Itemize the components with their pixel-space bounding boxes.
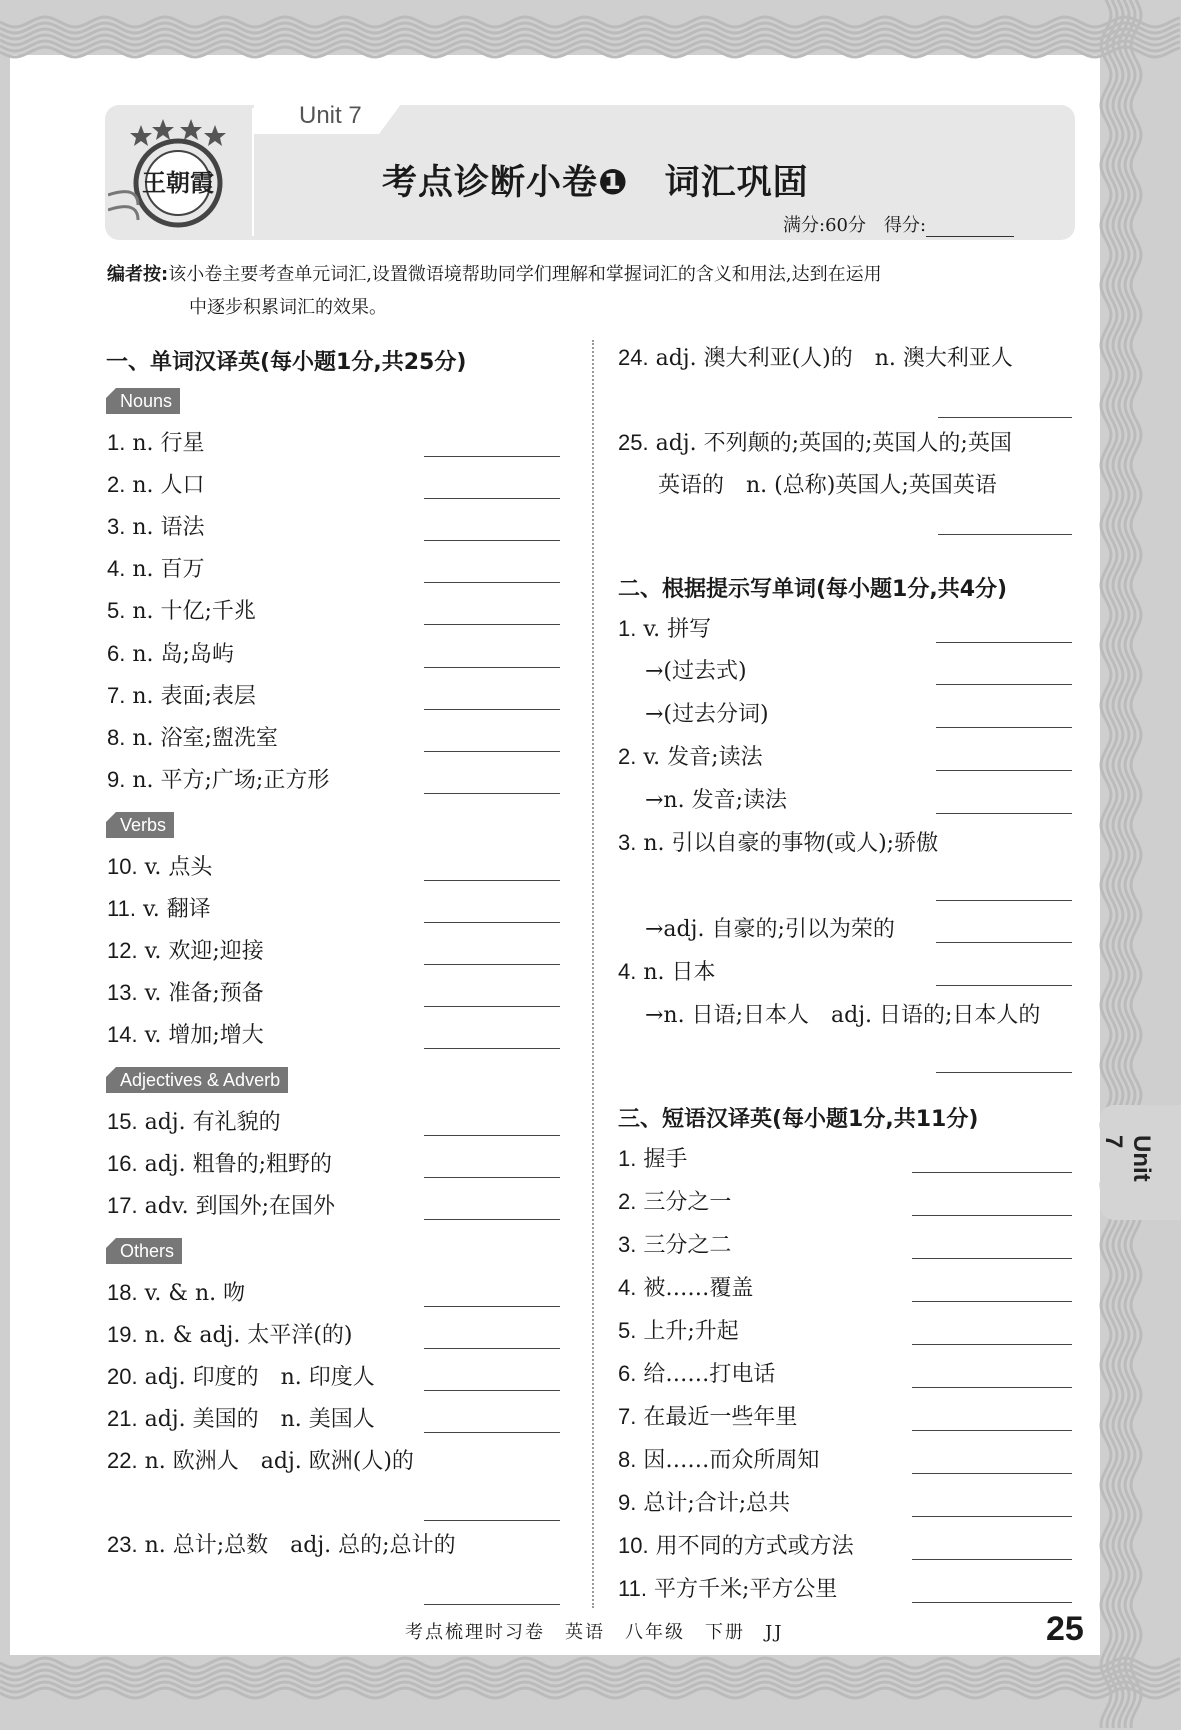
- item-number: 18.: [107, 1280, 138, 1305]
- answer-blank[interactable]: [424, 964, 560, 965]
- vocab-item: [107, 1189, 335, 1220]
- item-text: n. 人口: [132, 473, 205, 498]
- vocab-item: [107, 1360, 375, 1391]
- score-label: 满分:60分 得分:: [783, 215, 927, 236]
- category-nouns: Nouns: [106, 388, 180, 414]
- item-text: n. 日本: [643, 960, 716, 985]
- answer-blank[interactable]: [424, 709, 560, 710]
- item-text: 三分之二: [643, 1233, 732, 1258]
- vocab-item: [658, 468, 997, 499]
- answer-blank[interactable]: [912, 1344, 1072, 1345]
- answer-blank[interactable]: [424, 751, 560, 752]
- hint-item: [618, 612, 711, 643]
- item-text: n. 百万: [132, 557, 205, 582]
- item-text: →adj. 自豪的;引以为荣的: [645, 917, 895, 942]
- item-text: v. & n. 吻: [144, 1281, 246, 1306]
- vocab-item: [107, 721, 278, 752]
- hint-item: [618, 826, 938, 857]
- wave-line: [0, 1658, 1180, 1668]
- vocab-item: [107, 1444, 414, 1475]
- phrase-item: [618, 1314, 739, 1345]
- item-text: n. 欧洲人 adj. 欧洲(人)的: [144, 1449, 414, 1474]
- logo-text: 王朝霞: [142, 168, 214, 197]
- item-text: →(过去式): [645, 659, 747, 684]
- item-number: 4.: [618, 959, 637, 984]
- item-number: 8.: [618, 1447, 637, 1472]
- item-number: 15.: [107, 1109, 138, 1134]
- wave-line: [1125, 0, 1135, 1728]
- item-text: n. 浴室;盥洗室: [132, 726, 278, 751]
- answer-blank[interactable]: [424, 540, 560, 541]
- answer-blank[interactable]: [424, 1048, 560, 1049]
- item-text: 上升;升起: [643, 1319, 739, 1344]
- item-text: v. 点头: [144, 855, 213, 880]
- item-number: 6.: [618, 1361, 637, 1386]
- answer-blank[interactable]: [424, 1306, 560, 1307]
- side-unit-tab: [1100, 1105, 1181, 1220]
- item-number: 2.: [618, 744, 637, 769]
- answer-blank[interactable]: [424, 880, 560, 881]
- item-number: 20.: [107, 1364, 138, 1389]
- score-line: [783, 211, 1014, 237]
- item-number: 4.: [618, 1275, 637, 1300]
- vocab-item: [107, 1402, 375, 1433]
- vocab-item: [107, 976, 264, 1007]
- hint-item: [618, 955, 716, 986]
- answer-blank[interactable]: [424, 1006, 560, 1007]
- section1-title: 一、单词汉译英(每小题1分,共25分): [106, 350, 467, 375]
- hint-item: [645, 998, 1040, 1029]
- answer-blank[interactable]: [936, 642, 1072, 643]
- answer-blank[interactable]: [912, 1215, 1072, 1216]
- wave-line: [1119, 0, 1129, 1728]
- vocab-item: [107, 594, 256, 625]
- item-text: n. 表面;表层: [132, 684, 256, 709]
- phrase-item: [618, 1572, 837, 1603]
- vocab-item: [107, 1105, 281, 1136]
- item-number: 16.: [107, 1151, 138, 1176]
- editor-note: [107, 258, 1077, 324]
- note-line2: 中逐步积累词汇的效果。: [189, 297, 387, 318]
- answer-blank[interactable]: [912, 1172, 1072, 1173]
- item-text: n. 岛;岛屿: [132, 642, 234, 667]
- answer-blank[interactable]: [424, 1177, 560, 1178]
- item-number: 19.: [107, 1322, 138, 1347]
- vocab-item: [107, 892, 211, 923]
- item-text: 给……打电话: [643, 1362, 776, 1387]
- item-number: 9.: [107, 767, 126, 792]
- wave-line: [0, 1670, 1180, 1680]
- vocab-item: [107, 1528, 456, 1559]
- answer-blank[interactable]: [424, 456, 560, 457]
- vocab-item: [107, 850, 212, 881]
- wave-line: [0, 23, 1180, 33]
- answer-blank[interactable]: [424, 1432, 560, 1433]
- note-label: 编者按:: [107, 264, 169, 285]
- answer-blank[interactable]: [424, 793, 560, 794]
- vocab-item: [107, 468, 205, 499]
- answer-blank[interactable]: [912, 1430, 1072, 1431]
- answer-blank[interactable]: [424, 1135, 560, 1136]
- answer-blank[interactable]: [936, 942, 1072, 943]
- answer-blank[interactable]: [424, 922, 560, 923]
- answer-blank[interactable]: [424, 1520, 560, 1521]
- item-text: v. 发音;读法: [643, 745, 763, 770]
- answer-blank[interactable]: [936, 727, 1072, 728]
- item-number: 1.: [107, 430, 126, 455]
- item-text: 被……覆盖: [643, 1276, 754, 1301]
- item-text: n. 十亿;千兆: [132, 599, 256, 624]
- item-number: 1.: [618, 616, 637, 641]
- item-text: v. 准备;预备: [144, 981, 264, 1006]
- item-text: n. 行星: [132, 431, 205, 456]
- answer-blank[interactable]: [912, 1602, 1072, 1603]
- item-number: 7.: [618, 1404, 637, 1429]
- item-number: 1.: [618, 1146, 637, 1171]
- item-text: n. 总计;总数 adj. 总的;总计的: [144, 1533, 456, 1558]
- item-number: 14.: [107, 1022, 138, 1047]
- item-number: 9.: [618, 1490, 637, 1515]
- item-number: 22.: [107, 1448, 138, 1473]
- answer-blank[interactable]: [424, 1219, 560, 1220]
- item-text: 总计;合计;总共: [643, 1491, 791, 1516]
- answer-blank[interactable]: [424, 1390, 560, 1391]
- hint-item: [645, 783, 787, 814]
- vocab-item: [618, 341, 1013, 372]
- item-text: v. 翻译: [142, 897, 211, 922]
- note-line1: 该小卷主要考查单元词汇,设置微语境帮助同学们理解和掌握词汇的含义和用法,达到在运用: [168, 264, 882, 285]
- item-number: 21.: [107, 1406, 138, 1431]
- item-number: 17.: [107, 1193, 138, 1218]
- item-text: →(过去分词): [645, 702, 769, 727]
- answer-blank[interactable]: [424, 624, 560, 625]
- answer-blank[interactable]: [424, 667, 560, 668]
- phrase-item: [618, 1185, 731, 1216]
- answer-blank[interactable]: [424, 1604, 560, 1605]
- wave-line: [0, 1688, 1180, 1698]
- item-text: →n. 发音;读法: [645, 788, 788, 813]
- answer-blank[interactable]: [912, 1258, 1072, 1259]
- page-title: 考点诊断小卷❶ 词汇巩固: [382, 163, 809, 203]
- vocab-item: [107, 510, 205, 541]
- item-number: 23.: [107, 1532, 138, 1557]
- hint-item: [645, 654, 747, 685]
- vocab-item: [107, 934, 264, 965]
- phrase-item: [618, 1529, 854, 1560]
- wave-line: [0, 17, 1180, 27]
- item-number: 8.: [107, 725, 126, 750]
- item-number: 3.: [107, 514, 126, 539]
- vocab-item: [107, 763, 329, 794]
- item-text: 英语的 n. (总称)英国人;英国英语: [658, 473, 997, 498]
- item-number: 25.: [618, 430, 649, 455]
- item-number: 5.: [618, 1318, 637, 1343]
- vocab-item: [107, 637, 234, 668]
- item-text: v. 增加;增大: [144, 1023, 264, 1048]
- vocab-item: [107, 1318, 353, 1349]
- answer-blank[interactable]: [936, 684, 1072, 685]
- answer-blank[interactable]: [938, 417, 1072, 418]
- side-tab-label: Unit 7: [1100, 1135, 1155, 1182]
- phrase-item: [618, 1228, 731, 1259]
- phrase-item: [618, 1142, 687, 1173]
- item-text: n. 语法: [132, 515, 205, 540]
- footer-text: 考点梳理时习卷 英语 八年级 下册 JJ: [405, 1622, 784, 1643]
- column-divider: [592, 340, 594, 1608]
- item-text: 三分之一: [643, 1190, 732, 1215]
- item-number: 3.: [618, 830, 637, 855]
- item-number: 3.: [618, 1232, 637, 1257]
- category-adjectives-adverb: Adjectives & Adverb: [106, 1067, 288, 1093]
- item-number: 24.: [618, 345, 649, 370]
- item-text: adj. 美国的 n. 美国人: [144, 1407, 375, 1432]
- phrase-item: [618, 1271, 753, 1302]
- hint-item: [645, 912, 895, 943]
- answer-blank[interactable]: [938, 534, 1072, 535]
- hint-item: [618, 740, 763, 771]
- item-number: 2.: [618, 1189, 637, 1214]
- item-text: 在最近一些年里: [643, 1405, 798, 1430]
- phrase-item: [618, 1443, 819, 1474]
- wave-line: [0, 1682, 1180, 1692]
- item-text: adj. 不列颠的;英国的;英国人的;英国: [655, 431, 1012, 456]
- answer-blank[interactable]: [936, 900, 1072, 901]
- vocab-item: [107, 679, 256, 710]
- item-text: n. 平方;广场;正方形: [132, 768, 330, 793]
- answer-blank[interactable]: [912, 1473, 1072, 1474]
- answer-blank[interactable]: [424, 1348, 560, 1349]
- item-text: 平方千米;平方公里: [653, 1577, 838, 1602]
- item-text: adj. 有礼貌的: [144, 1110, 281, 1135]
- answer-blank[interactable]: [912, 1559, 1072, 1560]
- vocab-item: [107, 1018, 264, 1049]
- category-others: Others: [106, 1238, 182, 1264]
- answer-blank[interactable]: [912, 1516, 1072, 1517]
- phrase-item: [618, 1400, 797, 1431]
- wave-line: [0, 29, 1180, 39]
- item-text: v. 拼写: [643, 617, 712, 642]
- item-text: n. & adj. 太平洋(的): [144, 1323, 353, 1348]
- wave-line: [1131, 0, 1141, 1728]
- answer-blank[interactable]: [912, 1301, 1072, 1302]
- answer-blank[interactable]: [936, 770, 1072, 771]
- item-text: adj. 粗鲁的;粗野的: [144, 1152, 333, 1177]
- section3-title: 三、短语汉译英(每小题1分,共11分): [618, 1107, 979, 1132]
- vocab-item: [107, 1147, 332, 1178]
- publisher-logo: [108, 115, 253, 235]
- item-number: 2.: [107, 472, 126, 497]
- item-number: 12.: [107, 938, 138, 963]
- wave-line: [1113, 0, 1123, 1728]
- item-number: 10.: [618, 1533, 649, 1558]
- item-number: 7.: [107, 683, 126, 708]
- item-text: 握手: [643, 1147, 688, 1172]
- hint-item: [645, 697, 769, 728]
- answer-blank[interactable]: [912, 1387, 1072, 1388]
- wave-line: [0, 1664, 1180, 1674]
- answer-blank[interactable]: [936, 985, 1072, 986]
- wave-line: [0, 1676, 1180, 1686]
- wave-line: [1101, 0, 1111, 1728]
- answer-blank[interactable]: [424, 582, 560, 583]
- item-number: 5.: [107, 598, 126, 623]
- answer-blank[interactable]: [936, 1072, 1072, 1073]
- item-text: 用不同的方式或方法: [655, 1534, 854, 1559]
- item-text: adj. 澳大利亚(人)的 n. 澳大利亚人: [655, 346, 1013, 371]
- answer-blank[interactable]: [936, 813, 1072, 814]
- item-text: n. 引以自豪的事物(或人);骄傲: [643, 831, 939, 856]
- item-number: 10.: [107, 854, 138, 879]
- item-text: adj. 印度的 n. 印度人: [144, 1365, 375, 1390]
- phrase-item: [618, 1486, 790, 1517]
- item-text: 因……而众所周知: [643, 1448, 820, 1473]
- vocab-item: [107, 426, 205, 457]
- item-text: →n. 日语;日本人 adj. 日语的;日本人的: [645, 1003, 1041, 1028]
- wave-line: [0, 41, 1180, 51]
- category-verbs: Verbs: [106, 812, 174, 838]
- item-text: v. 欢迎;迎接: [144, 939, 264, 964]
- item-text: adv. 到国外;在国外: [144, 1194, 336, 1219]
- section2-title: 二、根据提示写单词(每小题1分,共4分): [618, 577, 1008, 602]
- vocab-item: [107, 1276, 245, 1307]
- wave-line: [1107, 0, 1117, 1728]
- item-number: 13.: [107, 980, 138, 1005]
- item-number: 6.: [107, 641, 126, 666]
- item-number: 4.: [107, 556, 126, 581]
- phrase-item: [618, 1357, 775, 1388]
- unit-label: Unit 7: [299, 102, 362, 129]
- item-number: 11.: [107, 896, 136, 921]
- score-blank[interactable]: [926, 236, 1014, 237]
- vocab-item: [618, 426, 1012, 457]
- wave-line: [0, 35, 1180, 45]
- answer-blank[interactable]: [424, 498, 560, 499]
- item-number: 11.: [618, 1576, 647, 1601]
- vocab-item: [107, 552, 205, 583]
- page-number: 25: [1046, 1610, 1084, 1648]
